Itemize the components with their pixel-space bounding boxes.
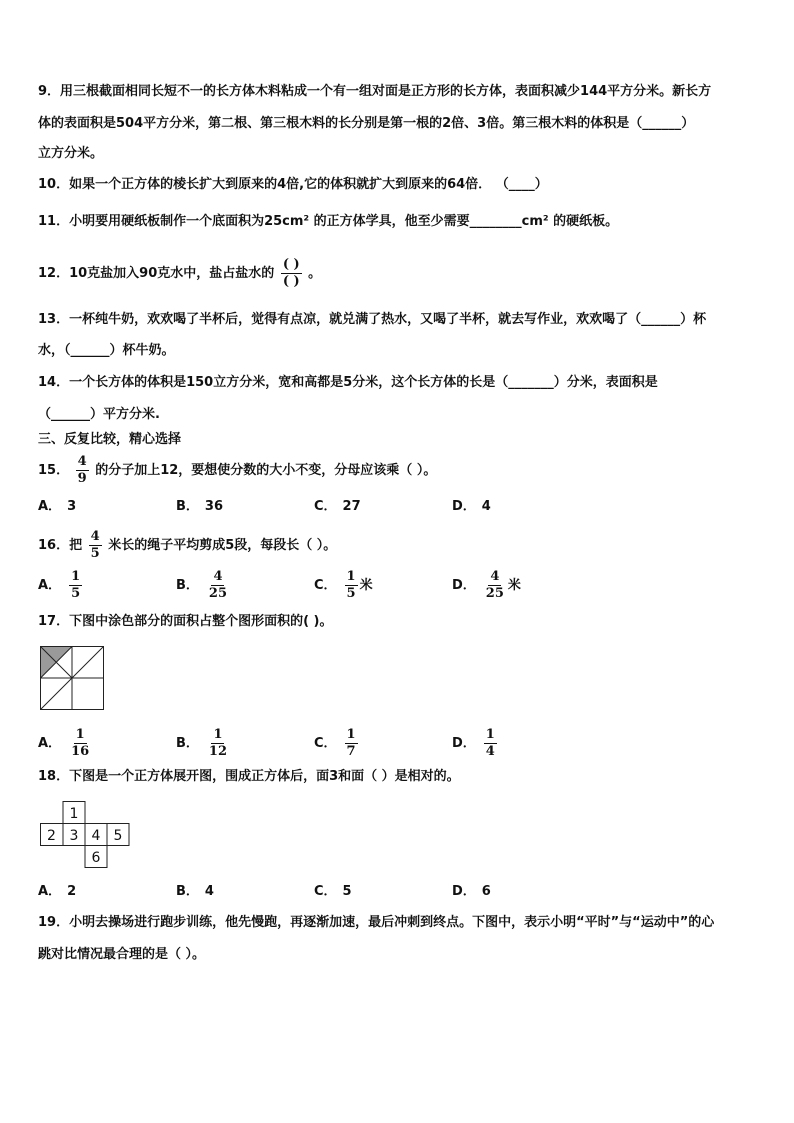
question-10: 10．如果一个正方体的棱长扩大到原来的4倍,它的体积就扩大到原来的64倍． （____） bbox=[38, 177, 548, 192]
question-19-line-1: 19．小明去操场进行跑步训练，他先慢跑，再逐渐加速，最后冲刺到终点。下图中，表示小明“平时”与“运动中”的心 bbox=[38, 915, 715, 930]
net-face-1: 1 bbox=[69, 806, 79, 822]
question-16-fraction bbox=[89, 530, 102, 561]
net-face-6: 6 bbox=[91, 850, 101, 866]
question-17-option-d[interactable]: D． $\frac{1}{4}$ bbox=[452, 727, 495, 759]
net-face-2: 2 bbox=[47, 828, 56, 844]
question-17: 17．下图中涂色部分的面积占整个图形面积的( )。 bbox=[38, 614, 333, 629]
question-12-fraction-numerator: ( ) bbox=[282, 257, 300, 272]
question-11-blank: ________ bbox=[469, 214, 522, 229]
question-15-option-c[interactable]: C． 27 bbox=[314, 499, 361, 514]
question-15-option-d[interactable]: D． 4 bbox=[452, 499, 491, 514]
question-16-fraction-numerator: 4 bbox=[90, 529, 100, 544]
question-16-option-d[interactable]: D． $\frac{4}{25}$ 米 bbox=[452, 569, 521, 601]
question-16-prefix: 16．把 bbox=[38, 538, 83, 553]
question-9-line-1: 9．用三根截面相同长短不一的长方体木料粘成一个有一组对面是正方形的长方体，表面积减少144平方分米。新长方 bbox=[38, 84, 712, 99]
question-9-line-3: 立方分米。 bbox=[38, 146, 104, 161]
question-18-option-b[interactable]: B． 4 bbox=[176, 884, 214, 899]
question-16-fraction-denominator: 5 bbox=[90, 546, 100, 561]
question-17-option-b[interactable]: B． $\frac{1}{12}$ bbox=[176, 727, 228, 759]
question-11-suffix: cm² 的硬纸板。 bbox=[521, 214, 619, 229]
question-12 bbox=[38, 258, 321, 289]
question-18: 18．下图是一个正方体展开图，围成正方体后，面3和面（ ）是相对的。 bbox=[38, 769, 460, 784]
question-16-option-c[interactable]: C． $\frac{1}{5}$ 米 bbox=[314, 569, 373, 601]
question-15-option-b[interactable]: B． 36 bbox=[176, 499, 224, 514]
question-19-line-2: 跳对比情况最合理的是（ ）。 bbox=[38, 947, 206, 962]
question-16-option-b[interactable]: B． $\frac{4}{25}$ bbox=[176, 569, 228, 601]
question-15-fraction bbox=[76, 455, 89, 486]
net-face-3: 3 bbox=[69, 828, 79, 844]
question-13-line-1: 13．一杯纯牛奶，欢欢喝了半杯后，觉得有点凉，就兑满了热水，又喝了半杯，就去写作业，欢欢喝了（______）杯 bbox=[38, 312, 707, 327]
question-14-line-2: （______）平方分米. bbox=[38, 407, 160, 422]
question-12-prefix: 12．10克盐加入90克水中，盐占盐水的 bbox=[38, 266, 275, 281]
question-15-prefix: 15． bbox=[38, 463, 70, 478]
question-12-suffix: 。 bbox=[308, 266, 322, 281]
question-11-prefix: 11．小明要用硬纸板制作一个底面积为25cm² 的正方体学具，他至少需要 bbox=[38, 214, 470, 229]
question-15-suffix: 的分子加上12，要想使分数的大小不变，分母应该乘（ ）。 bbox=[95, 463, 437, 478]
question-16-suffix: 米长的绳子平均剪成5段，每段长（ ）。 bbox=[108, 538, 337, 553]
shaded-square-figure bbox=[40, 646, 104, 710]
net-face-5: 5 bbox=[113, 828, 123, 844]
net-face-4: 4 bbox=[91, 828, 101, 844]
question-16-option-a[interactable]: A． $\frac{1}{5}$ bbox=[38, 569, 81, 601]
question-12-fraction bbox=[281, 258, 302, 289]
question-18-option-a[interactable]: A． 2 bbox=[38, 884, 77, 899]
question-17-option-a[interactable]: A． $\frac{1}{16}$ bbox=[38, 727, 90, 759]
question-15-option-a[interactable]: A． 3 bbox=[38, 499, 77, 514]
question-16 bbox=[38, 530, 336, 561]
question-9-line-2: 体的表面积是504平方分米，第二根、第三根木料的长分别是第一根的2倍、3倍。第三根木料的体积是（______） bbox=[38, 116, 695, 131]
question-15-fraction-numerator: 4 bbox=[77, 454, 87, 469]
question-13-line-2: 水，（______）杯牛奶。 bbox=[38, 343, 175, 358]
question-11 bbox=[38, 212, 618, 232]
section-heading: 三、反复比较，精心选择 bbox=[38, 432, 182, 447]
question-18-option-c[interactable]: C． 5 bbox=[314, 884, 352, 899]
question-15-fraction-denominator: 9 bbox=[77, 471, 87, 486]
question-17-option-c[interactable]: C． $\frac{1}{7}$ bbox=[314, 727, 356, 759]
question-18-option-d[interactable]: D． 6 bbox=[452, 884, 491, 899]
question-12-fraction-denominator: ( ) bbox=[282, 274, 300, 289]
question-15 bbox=[38, 455, 436, 486]
question-14-line-1: 14．一个长方体的体积是150立方分米，宽和高都是5分米，这个长方体的长是（_______）分米，表面积是 bbox=[38, 375, 658, 390]
cube-net-figure bbox=[40, 801, 134, 869]
